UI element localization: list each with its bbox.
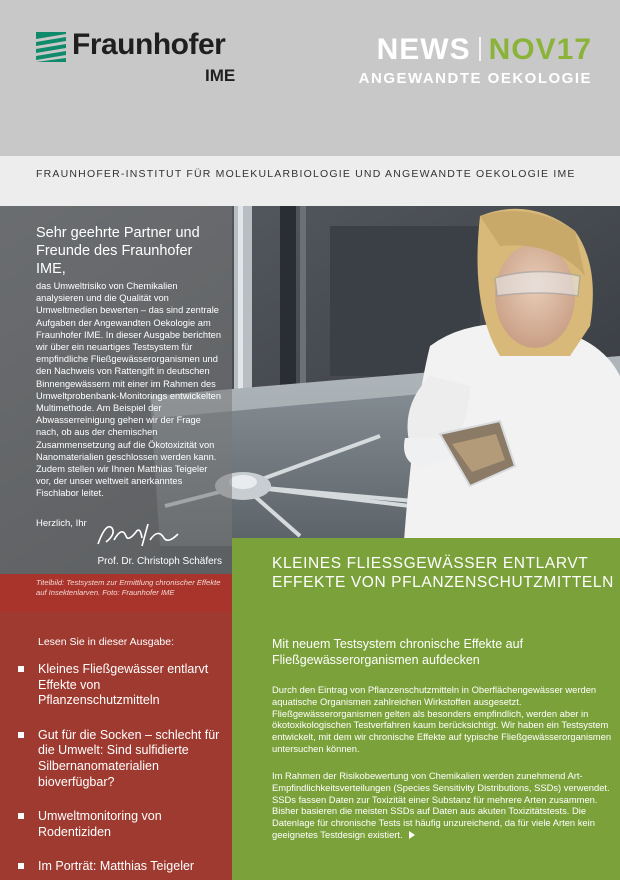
contents-title: Lesen Sie in dieser Ausgabe: (38, 636, 175, 648)
news-separator (479, 37, 481, 61)
contents-item[interactable] (18, 662, 223, 709)
contents-panel (0, 612, 232, 880)
letter-greeting: Sehr geehrte Partner und Freunde des Fraunhofer IME, (36, 225, 200, 277)
news-block (359, 32, 592, 87)
read-more-arrow-icon[interactable] (409, 831, 415, 839)
contents-item[interactable] (18, 728, 223, 790)
square-bullet-icon (18, 732, 24, 738)
news-label: NEWS (376, 33, 471, 66)
square-bullet-icon (18, 863, 24, 869)
article-subtitle: Mit neuem Testsystem chronische Effekte auf Fließgewässerorganismen aufdecken (272, 637, 524, 667)
contents-item[interactable] (18, 859, 223, 875)
institute-bar (0, 156, 620, 206)
letter-closing: Herzlich, Ihr (36, 518, 87, 529)
headline-text: KLEINES FLIESSGEWÄSSER ENTLARVT EFFEKTE VON PFLANZENSCHUTZMITTELN (272, 555, 614, 591)
contents-item-label: Umweltmonitoring von Rodentiziden (38, 809, 162, 839)
contents-item-label: Im Porträt: Matthias Teigeler (38, 859, 195, 874)
article-paragraph-1: Durch den Eintrag von Pflanzenschutzmitteln in Oberflächengewässer werden aquatische Organismen zahlreichen Wirkstoffen ausgesetzt. Fließgewässerorganismen gelten als besonders empfindlich, werden aber in ökotoxikologischen Testverfahren kaum berücksichtigt. Wir haben ein Testsystem entwickelt, mit dem wir chronische Effekte auf typische Fließgewässerorganismen untersuchen können. (272, 684, 612, 754)
logo-sub: IME (205, 66, 236, 85)
contents-list (18, 662, 223, 880)
header (0, 0, 620, 156)
article-paragraph-2 (272, 770, 612, 841)
cover-headline (232, 538, 620, 612)
lead-article (232, 612, 620, 880)
logo-name: Fraunhofer (72, 28, 226, 61)
letter-body: das Umweltrisiko von Chemikalien analysieren und die Qualität von Umweltmedien bewerten – das sind zentrale Aufgaben der Angewandten Oekologie am Fraunhofer IME. In dieser Ausgabe berichten wir über ein neuartiges Testsystem für empfindliche Fließgewässerorganismen und den Nachweis von Rattengift in deutschen Binnengewässern mit einer im Rahmen des Umweltprobenbank-Monitorings entwickelten Multimethode. Am Beispiel der Abwasserreinigung gehen wir der Frage nach, ob aus der chemischen Zusammensetzung auf die Ökotoxizität von Nanomaterialien geschlossen werden kann. Zudem stellen wir Ihnen Matthias Teigeler vor, der unser weltweit anerkanntes Fischlabor leitet. (36, 281, 222, 499)
editorial-letter (0, 206, 232, 574)
caption-text: Titelbild: Testsystem zur Ermittlung chronischer Effekte auf Insektenlarven. Foto: Fraunhofer IME (36, 578, 221, 597)
letter-signer: Prof. Dr. Christoph Schäfers (97, 556, 222, 567)
contents-item-label: Kleines Fließgewässer entlarvt Effekte von Pflanzenschutzmitteln (38, 662, 209, 708)
contents-item-label: Gut für die Socken – schlecht für die Umwelt: Sind sulfidierte Silbernanomaterialien bioverfügbar? (38, 727, 220, 789)
news-title (359, 32, 592, 68)
contents-item[interactable] (18, 809, 223, 840)
square-bullet-icon (18, 666, 24, 672)
square-bullet-icon (18, 813, 24, 819)
news-date: NOV17 (488, 33, 592, 66)
article-paragraph-2-text: Im Rahmen der Risikobewertung von Chemikalien werden zunehmend Art-Empfindlichkeitsverteilungen (Species Sensitivity Distributions, SSDs) verwendet. SSDs fassen Daten zur Toxizität einer Substanz für mehrere Arten zusammen. Bisher basieren die meisten SSDs auf Daten aus akuten Toxizitätstests. Die Datenlage für chronische Tests ist häufig unzureichend, da für viele Arten kein geeignetes Testdesign existiert. (272, 770, 610, 840)
signature-icon (92, 518, 192, 550)
institute-name: FRAUNHOFER-INSTITUT FÜR MOLEKULARBIOLOGIE UND ANGEWANDTE OEKOLOGIE IME (36, 168, 576, 180)
news-subtitle: ANGEWANDTE OEKOLOGIE (358, 70, 592, 87)
photo-caption (0, 574, 232, 612)
fraunhofer-logo-icon (36, 32, 66, 62)
